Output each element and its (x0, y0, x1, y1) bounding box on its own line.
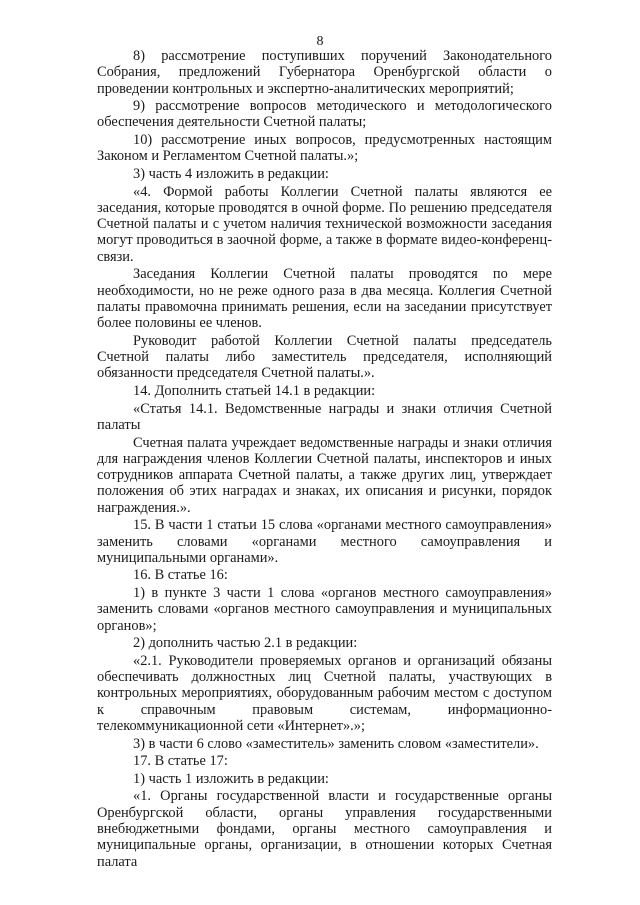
paragraph-amendment-17: 17. В статье 17: (133, 753, 228, 770)
paragraph-item-10: 10) рассмотрение иных вопросов, предусмотренных настоящим Законом и Регламентом Счетной палаты.»; (97, 132, 552, 165)
paragraph-part-2-1-text: «2.1. Руководители проверяемых органов и организаций обязаны обеспечивать должностных лиц Счетной палаты, участвующих в контрольных мероприятиях, оборудованным рабочим местом с доступом к справочным правовым системам, информационно-телекоммуникационной сети «Интернет».»; (97, 652, 552, 735)
paragraph-amendment-14: 14. Дополнить статьей 14.1 в редакции: (133, 383, 376, 400)
paragraph-chairman: Руководит работой Коллегии Счетной палаты председатель Счетной палаты либо заместитель председателя, исполняющий обязанности председателя Счетной палаты.». (97, 332, 552, 382)
paragraph-part-4-text: «4. Формой работы Коллегии Счетной палаты являются ее заседания, которые проводятся в очной форме. По решению председателя Счетной палаты и с учетом наличия технической возможности заседания могут проводиться в заочной форме, а также в формате видео-конференц-связи. (97, 183, 552, 265)
document-body (97, 48, 552, 871)
paragraph-amendment-16: 16. В статье 16: (133, 567, 228, 584)
paragraph-amendment-16-3: 3) в части 6 слово «заместитель» заменить словом «заместители». (133, 735, 539, 752)
paragraph-part-4-intro: 3) часть 4 изложить в редакции: (133, 165, 329, 182)
page-number: 8 (316, 34, 324, 49)
paragraph-amendment-15: 15. В части 1 статьи 15 слова «органами местного самоуправления» заменить словами «органами местного самоуправления и муниципальными органами». (97, 517, 552, 566)
paragraph-amendment-17-1: 1) часть 1 изложить в редакции: (133, 770, 329, 787)
paragraph-amendment-16-1: 1) в пункте 3 части 1 слова «органов местного самоуправления» заменить словами «органов местного самоуправления и муниципальных органов»; (97, 585, 552, 634)
paragraph-part-1-text: «1. Органы государственной власти и государственные органы Оренбургской области, органы управления государственными внебюджетными фондами, органы местного самоуправления и муниципальные органы, организации, в отношении которых Счетная палата (97, 788, 552, 870)
paragraph-sessions: Заседания Коллегии Счетной палаты проводятся по мере необходимости, но не реже одного раза в два месяца. Коллегия Счетной палаты правомочна принимать решения, если на заседании присутствует более половины ее членов. (97, 266, 552, 332)
paragraph-item-9: 9) рассмотрение вопросов методического и методологического обеспечения деятельности Счетной палаты; (97, 98, 552, 131)
paragraph-amendment-16-2: 2) дополнить частью 2.1 в редакции: (133, 635, 358, 652)
paragraph-item-8: 8) рассмотрение поступивших поручений Законодательного Собрания, предложений Губернатора Оренбургской области о проведении контрольных и экспертно-аналитических мероприятий; (97, 48, 552, 97)
paragraph-article-14-1-text: Счетная палата учреждает ведомственные награды и знаки отличия для награждения членов Коллегии Счетной палаты, инспекторов и иных сотрудников аппарата Счетной палаты, а также других лиц, утверждает положения об этих наградах и знаках, их описания и рисунки, порядок награждения.». (97, 434, 552, 516)
paragraph-article-14-1-title: «Статья 14.1. Ведомственные награды и знаки отличия Счетной палаты (97, 400, 552, 433)
